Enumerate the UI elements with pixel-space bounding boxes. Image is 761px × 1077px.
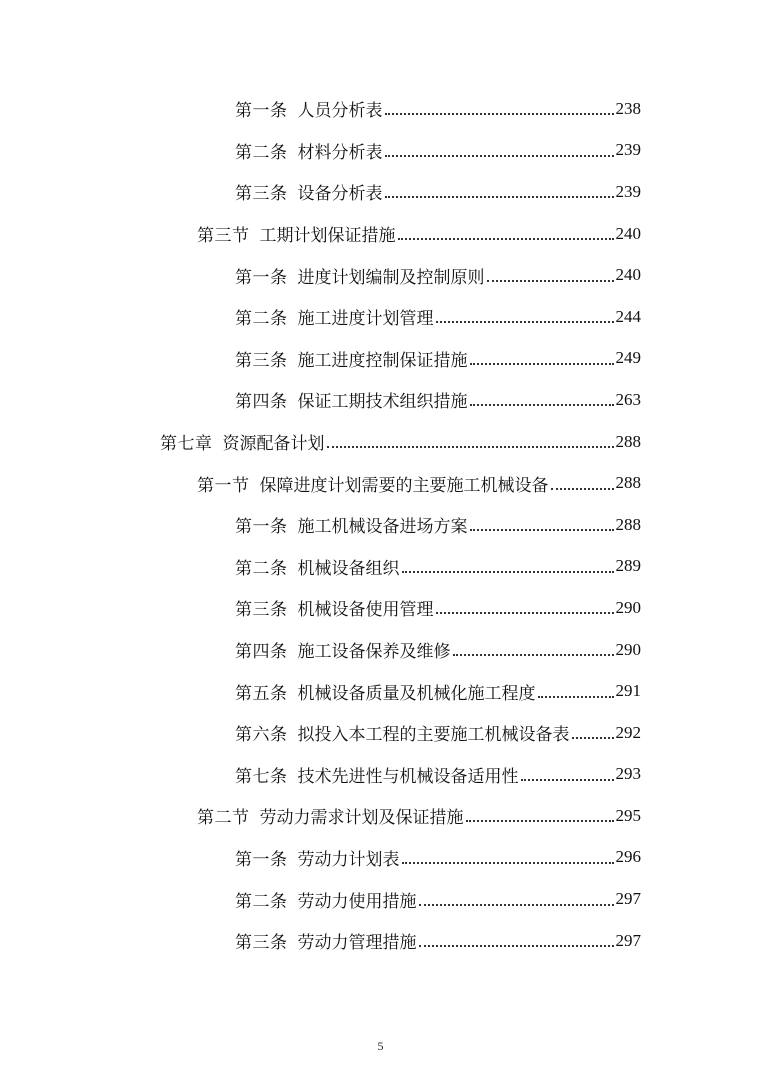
dot-leader (385, 154, 614, 157)
dot-leader (327, 445, 614, 448)
toc-entry[interactable] (0, 88, 761, 130)
toc-entry-number: 第五条 (235, 683, 288, 704)
toc-entry-page: 290 (615, 597, 641, 617)
toc-entry-number: 第四条 (235, 642, 288, 663)
toc-entry-title: 劳动力计划表 (297, 849, 400, 870)
toc-entry-page: 240 (615, 223, 641, 243)
toc-entry-number: 第一条 (235, 267, 288, 288)
dot-leader (402, 861, 614, 864)
toc-entry-page: 289 (615, 556, 641, 576)
page-number: 5 (377, 1039, 384, 1053)
toc-entry[interactable] (0, 421, 761, 463)
toc-entry-page: 240 (615, 265, 641, 285)
toc-entry-label (235, 762, 519, 787)
toc-entry-page: 249 (615, 348, 641, 368)
toc-entry[interactable] (0, 629, 761, 671)
dot-leader (521, 778, 614, 781)
toc-entry-page: 290 (615, 639, 641, 659)
toc-entry[interactable] (0, 338, 761, 380)
toc-entry-label (235, 887, 417, 912)
toc-entry-label (235, 679, 536, 704)
toc-entry-label (235, 554, 400, 579)
toc-entry-page: 291 (615, 681, 641, 701)
dot-leader (466, 819, 614, 822)
table-of-contents (0, 88, 761, 961)
toc-entry-number: 第三节 (197, 226, 250, 247)
toc-entry[interactable] (0, 504, 761, 546)
toc-entry-title: 劳动力需求计划及保证措施 (259, 808, 464, 829)
toc-entry-page: 288 (615, 473, 641, 493)
toc-entry-number: 第三条 (235, 600, 288, 621)
toc-entry-title: 机械设备组织 (297, 558, 400, 579)
toc-entry-title: 机械设备质量及机械化施工程度 (297, 683, 536, 704)
toc-entry-title: 保障进度计划需要的主要施工机械设备 (259, 475, 549, 496)
dot-leader (398, 237, 614, 240)
toc-entry-page: 297 (615, 889, 641, 909)
toc-entry[interactable] (0, 837, 761, 879)
toc-entry-number: 第三条 (235, 184, 288, 205)
toc-entry-page: 239 (615, 181, 641, 201)
toc-entry-label (235, 96, 383, 121)
toc-entry[interactable] (0, 670, 761, 712)
toc-entry-page: 244 (615, 306, 641, 326)
toc-entry-title: 技术先进性与机械设备适用性 (297, 766, 519, 787)
toc-entry-number: 第四条 (235, 392, 288, 413)
toc-entry-page: 288 (615, 431, 641, 451)
toc-entry-number: 第二条 (235, 309, 288, 330)
dot-leader (419, 903, 614, 906)
toc-entry-title: 施工进度控制保证措施 (297, 350, 468, 371)
toc-entry-number: 第七条 (235, 766, 288, 787)
dot-leader (470, 362, 614, 365)
dot-leader (419, 944, 614, 947)
toc-entry-label (197, 221, 396, 246)
toc-entry-label (235, 387, 468, 412)
toc-entry-page: 238 (615, 98, 641, 118)
toc-entry-title: 施工设备保养及维修 (297, 642, 451, 663)
toc-entry-page: 292 (615, 722, 641, 742)
toc-entry-label (235, 928, 417, 953)
toc-entry-title: 劳动力管理措施 (297, 933, 417, 954)
toc-entry[interactable] (0, 754, 761, 796)
dot-leader (572, 736, 614, 739)
toc-entry-number: 第一条 (235, 101, 288, 122)
toc-entry-number: 第一节 (197, 475, 250, 496)
toc-entry-title: 劳动力使用措施 (297, 891, 417, 912)
toc-entry-number: 第一条 (235, 517, 288, 538)
toc-entry-title: 设备分析表 (297, 184, 383, 205)
toc-entry-page: 263 (615, 389, 641, 409)
dot-leader (538, 695, 614, 698)
toc-entry[interactable] (0, 213, 761, 255)
toc-entry-label (197, 803, 464, 828)
toc-entry-page: 295 (615, 805, 641, 825)
toc-entry-number: 第二条 (235, 558, 288, 579)
toc-entry-title: 人员分析表 (297, 101, 383, 122)
toc-entry-title: 工期计划保证措施 (259, 226, 396, 247)
dot-leader (551, 487, 614, 490)
toc-entry[interactable] (0, 130, 761, 172)
toc-entry-number: 第二节 (197, 808, 250, 829)
toc-entry-title: 资源配备计划 (222, 434, 325, 455)
toc-entry[interactable] (0, 296, 761, 338)
toc-entry-number: 第二条 (235, 891, 288, 912)
toc-entry-title: 机械设备使用管理 (297, 600, 434, 621)
dot-leader (470, 403, 614, 406)
toc-entry[interactable] (0, 712, 761, 754)
toc-entry-title: 施工进度计划管理 (297, 309, 434, 330)
toc-entry[interactable] (0, 254, 761, 296)
toc-entry-label (235, 138, 383, 163)
toc-entry[interactable] (0, 462, 761, 504)
toc-entry-number: 第六条 (235, 725, 288, 746)
toc-entry[interactable] (0, 587, 761, 629)
toc-entry-title: 进度计划编制及控制原则 (297, 267, 485, 288)
toc-entry-number: 第三条 (235, 350, 288, 371)
toc-entry[interactable] (0, 795, 761, 837)
toc-entry[interactable] (0, 920, 761, 962)
toc-entry-label (235, 595, 434, 620)
toc-entry-title: 保证工期技术组织措施 (297, 392, 468, 413)
dot-leader (385, 112, 614, 115)
toc-entry-label (197, 471, 549, 496)
toc-entry-title: 施工机械设备进场方案 (297, 517, 468, 538)
toc-entry[interactable] (0, 546, 761, 588)
toc-entry-number: 第二条 (235, 142, 288, 163)
toc-entry-label (235, 512, 468, 537)
toc-entry-label (235, 720, 570, 745)
toc-entry-page: 288 (615, 514, 641, 534)
toc-entry-title: 拟投入本工程的主要施工机械设备表 (297, 725, 570, 746)
toc-entry-label (160, 429, 325, 454)
toc-entry-label (235, 845, 400, 870)
toc-entry-label (235, 304, 434, 329)
toc-entry[interactable] (0, 379, 761, 421)
toc-entry-label (235, 637, 451, 662)
toc-entry-number: 第一条 (235, 849, 288, 870)
toc-entry-page: 293 (615, 764, 641, 784)
toc-entry-label (235, 263, 485, 288)
toc-entry-page: 296 (615, 847, 641, 867)
dot-leader (385, 195, 614, 198)
dot-leader (436, 320, 614, 323)
toc-entry-label (235, 346, 468, 371)
toc-entry-label (235, 179, 383, 204)
toc-entry[interactable] (0, 878, 761, 920)
dot-leader (453, 653, 614, 656)
toc-entry-page: 297 (615, 930, 641, 950)
toc-entry-title: 材料分析表 (297, 142, 383, 163)
toc-entry-number: 第七章 (160, 434, 213, 455)
toc-entry[interactable] (0, 171, 761, 213)
toc-entry-page: 239 (615, 140, 641, 160)
dot-leader (436, 611, 614, 614)
toc-entry-number: 第三条 (235, 933, 288, 954)
dot-leader (487, 279, 614, 282)
dot-leader (470, 528, 614, 531)
dot-leader (402, 570, 614, 573)
